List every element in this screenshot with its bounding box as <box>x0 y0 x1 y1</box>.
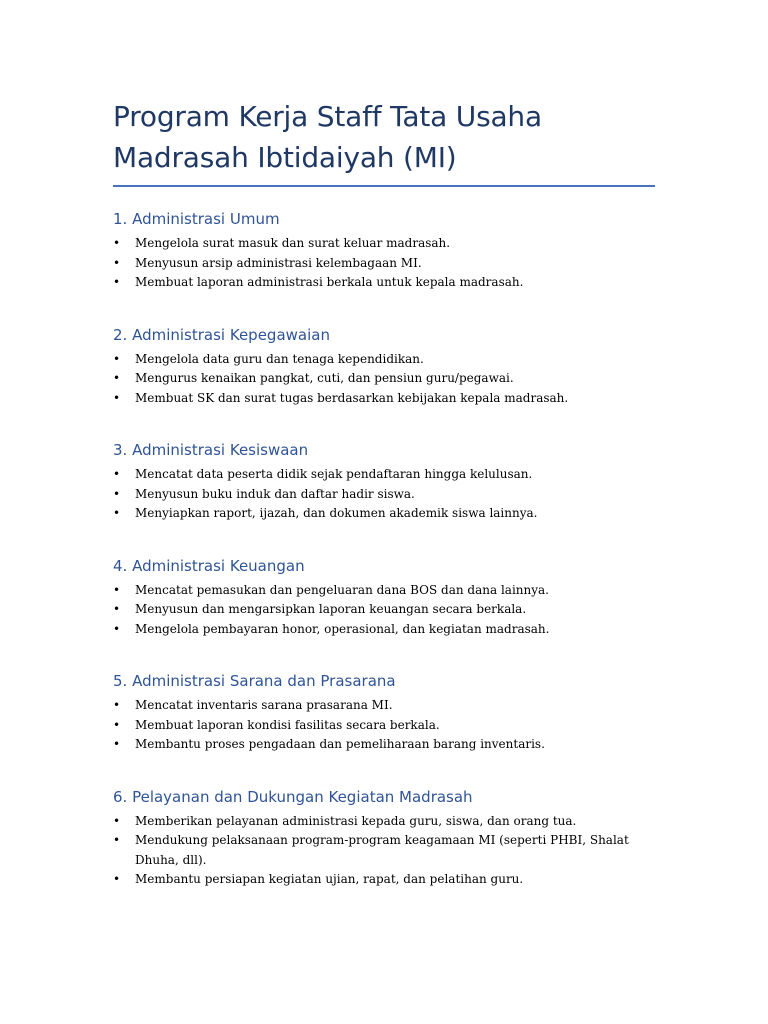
section-pelayanan-dukungan <box>113 786 655 890</box>
list-item <box>113 389 655 409</box>
section-administrasi-umum <box>113 208 655 293</box>
section-heading: 6. Pelayanan dan Dukungan Kegiatan Madrasah <box>113 787 473 806</box>
bullet-icon: • <box>113 717 121 732</box>
list-item-text: Mencatat data peserta didik sejak pendaftaran hingga kelulusan. <box>135 467 533 481</box>
list-item <box>113 350 655 370</box>
list-item-text: Membuat laporan administrasi berkala untuk kepala madrasah. <box>135 275 524 289</box>
bullet-list <box>113 812 655 890</box>
bullet-icon: • <box>113 833 121 847</box>
list-item <box>113 831 655 870</box>
bullet-list <box>113 234 655 293</box>
list-item-text: Menyiapkan raport, ijazah, dan dokumen akademik siswa lainnya. <box>135 506 538 520</box>
bullet-icon: • <box>113 371 121 385</box>
list-item-text: Mengelola surat masuk dan surat keluar madrasah. <box>135 236 451 250</box>
list-item <box>113 812 655 832</box>
bullet-list <box>113 696 655 755</box>
list-item <box>113 581 655 601</box>
bullet-list <box>113 465 655 524</box>
section-administrasi-kepegawaian <box>113 324 655 409</box>
bullet-icon: • <box>113 602 121 616</box>
bullet-list <box>113 581 655 640</box>
list-item <box>113 369 655 389</box>
bullet-icon: • <box>113 582 121 597</box>
bullet-icon: • <box>113 813 121 828</box>
list-item-text: Mengelola data guru dan tenaga kependidikan. <box>135 351 424 366</box>
list-item-text: Memberikan pelayanan administrasi kepada guru, siswa, dan orang tua. <box>135 813 577 828</box>
section-administrasi-keuangan <box>113 555 655 640</box>
document-title <box>113 96 655 178</box>
list-item-text: Mencatat inventaris sarana prasarana MI. <box>135 698 393 712</box>
list-item-text: Mengelola pembayaran honor, operasional, dan kegiatan madrasah. <box>135 621 550 636</box>
list-item-text: Mengurus kenaikan pangkat, cuti, dan pensiun guru/pegawai. <box>135 371 514 385</box>
list-item-text: Mencatat pemasukan dan pengeluaran dana BOS dan dana lainnya. <box>135 582 549 597</box>
list-item-text: Membuat SK dan surat tugas berdasarkan kebijakan kepala madrasah. <box>135 390 569 405</box>
bullet-icon: • <box>113 255 121 270</box>
bullet-icon: • <box>113 737 121 751</box>
bullet-icon: • <box>113 486 121 501</box>
section-heading: 1. Administrasi Umum <box>113 210 280 228</box>
list-item-text: Menyusun dan mengarsipkan laporan keuangan secara berkala. <box>135 602 527 616</box>
list-item-text: Menyusun buku induk dan daftar hadir siswa. <box>135 486 415 501</box>
bullet-icon: • <box>113 621 121 636</box>
bullet-icon: • <box>113 390 121 405</box>
bullet-icon: • <box>113 698 121 712</box>
list-item-text: Membuat laporan kondisi fasilitas secara berkala. <box>135 717 440 732</box>
list-item-text: Membantu persiapan kegiatan ujian, rapat, dan pelatihan guru. <box>135 872 524 886</box>
bullet-icon: • <box>113 467 121 481</box>
bullet-icon: • <box>113 275 121 289</box>
list-item <box>113 735 655 755</box>
document-page <box>113 96 655 890</box>
list-item <box>113 234 655 254</box>
list-item <box>113 696 655 716</box>
list-item <box>113 485 655 505</box>
document-title-line-2: Madrasah Ibtidaiyah (MI) <box>113 141 457 174</box>
section-heading: 3. Administrasi Kesiswaan <box>113 441 309 459</box>
list-item-text: Menyusun arsip administrasi kelembagaan MI. <box>135 255 422 270</box>
bullet-icon: • <box>113 351 121 366</box>
list-item <box>113 465 655 485</box>
list-item-text: Mendukung pelaksanaan program-program keagamaan MI (seperti PHBI, Shalat Dhuha, dll). <box>135 833 629 867</box>
section-heading: 4. Administrasi Keuangan <box>113 556 305 575</box>
list-item <box>113 273 655 293</box>
title-underline <box>113 185 655 187</box>
bullet-icon: • <box>113 506 121 520</box>
bullet-icon: • <box>113 872 121 886</box>
document-title-line-1: Program Kerja Staff Tata Usaha <box>113 100 542 133</box>
bullet-icon: • <box>113 236 121 250</box>
section-administrasi-sarana-prasarana <box>113 670 655 755</box>
list-item <box>113 600 655 620</box>
section-heading: 5. Administrasi Sarana dan Prasarana <box>113 672 396 690</box>
list-item <box>113 254 655 274</box>
list-item-text: Membantu proses pengadaan dan pemeliharaan barang inventaris. <box>135 737 545 751</box>
section-heading: 2. Administrasi Kepegawaian <box>113 325 330 344</box>
list-item <box>113 504 655 524</box>
list-item <box>113 716 655 736</box>
list-item <box>113 870 655 890</box>
bullet-list <box>113 350 655 409</box>
list-item <box>113 620 655 640</box>
section-administrasi-kesiswaan <box>113 439 655 524</box>
